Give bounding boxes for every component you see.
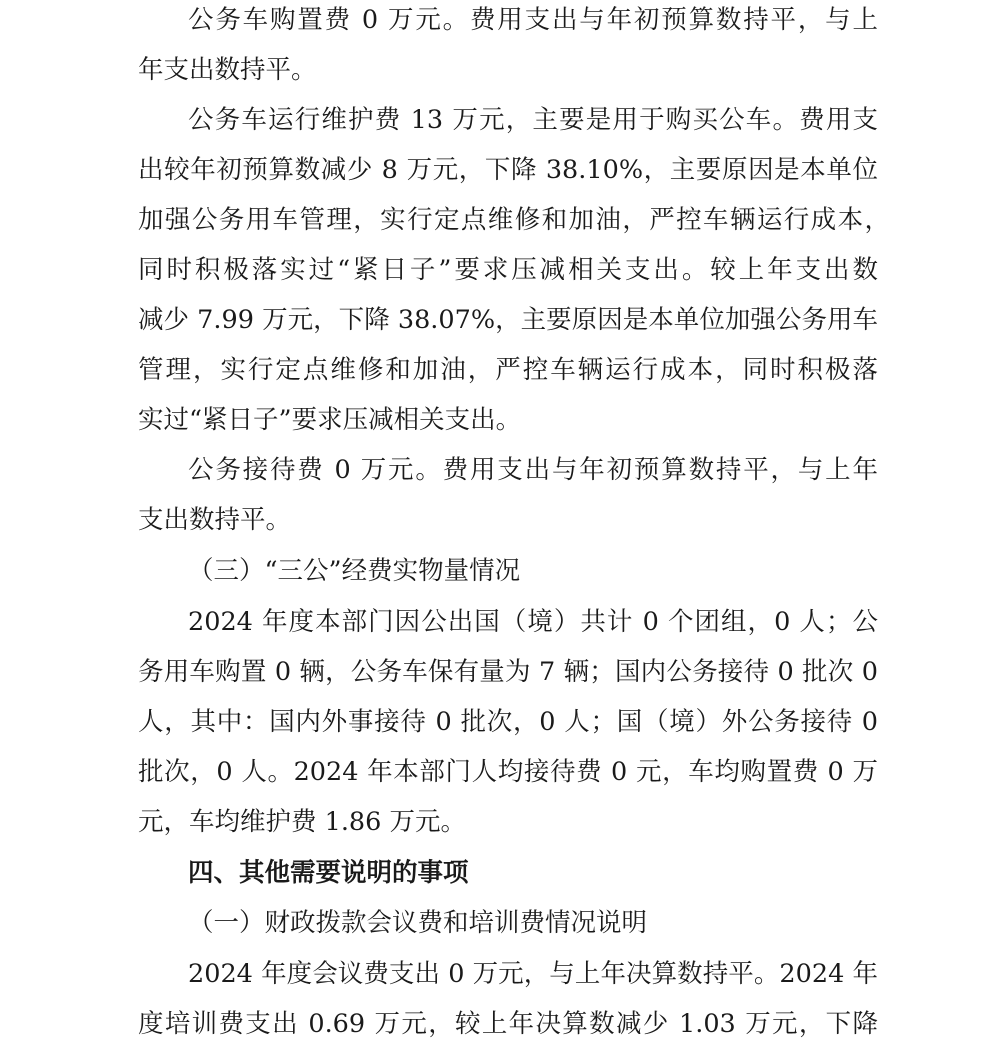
paragraph-line: 公务车运行维护费 13 万元，主要是用于购买公车。费用支	[188, 105, 878, 135]
section-subheading: （三）“三公”经费实物量情况	[188, 556, 521, 586]
paragraph-line: 公务车购置费 0 万元。费用支出与年初预算数持平，与上	[188, 5, 878, 35]
paragraph-line: 人，其中：国内外事接待 0 批次，0 人；国（境）外公务接待 0	[138, 707, 878, 737]
paragraph-line: 2024 年度本部门因公出国（境）共计 0 个团组，0 人；公	[188, 607, 878, 637]
paragraph-line: 2024 年度会议费支出 0 万元，与上年决算数持平。2024 年	[188, 959, 878, 989]
paragraph-line: 批次，0 人。2024 年本部门人均接待费 0 元，车均购置费 0 万	[138, 757, 878, 787]
paragraph-line: 元，车均维护费 1.86 万元。	[138, 807, 466, 837]
section-heading: 四、其他需要说明的事项	[188, 858, 469, 888]
section-subheading: （一）财政拨款会议费和培训费情况说明	[188, 908, 648, 938]
paragraph-line: 务用车购置 0 辆，公务车保有量为 7 辆；国内公务接待 0 批次 0	[138, 657, 878, 687]
paragraph-line: 支出数持平。	[138, 505, 292, 535]
paragraph-line: 同时积极落实过“紧日子”要求压减相关支出。较上年支出数	[138, 255, 878, 285]
paragraph-line: 年支出数持平。	[138, 55, 317, 85]
paragraph-line: 实过“紧日子”要求压减相关支出。	[138, 405, 522, 435]
paragraph-line: 减少 7.99 万元，下降 38.07%，主要原因是本单位加强公务用车	[138, 305, 878, 335]
paragraph-line: 度培训费支出 0.69 万元，较上年决算数减少 1.03 万元，下降	[138, 1009, 878, 1039]
paragraph-line: 管理，实行定点维修和加油，严控车辆运行成本，同时积极落	[138, 355, 878, 385]
paragraph-line: 加强公务用车管理，实行定点维修和加油，严控车辆运行成本，	[138, 205, 890, 235]
paragraph-line: 出较年初预算数减少 8 万元，下降 38.10%，主要原因是本单位	[138, 155, 878, 185]
paragraph-line: 公务接待费 0 万元。费用支出与年初预算数持平，与上年	[188, 455, 878, 485]
